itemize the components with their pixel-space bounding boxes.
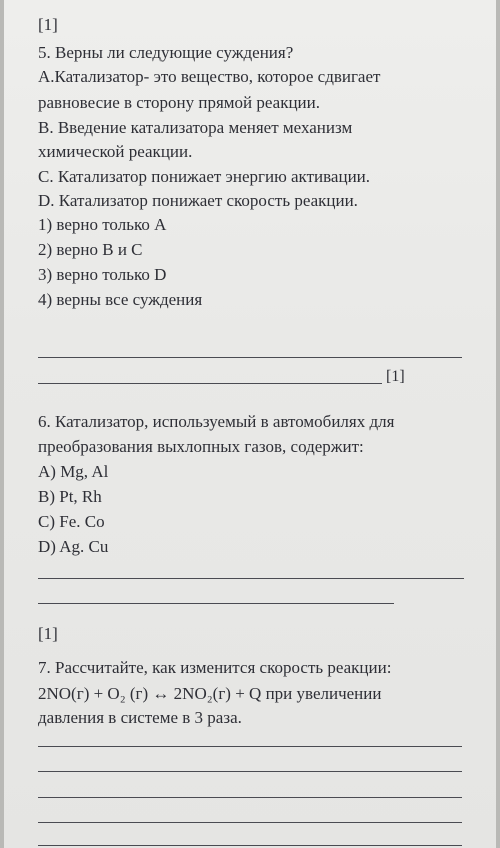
q6-option-a: A) Mg, Al bbox=[38, 462, 109, 481]
q7-answer-line-1[interactable] bbox=[38, 746, 462, 747]
q5-statement-b-line1: В. Введение катализатора меняет механизм bbox=[38, 118, 353, 137]
q5-mark-bottom: [1] bbox=[386, 368, 405, 385]
q6-answer-line-2[interactable] bbox=[38, 603, 394, 604]
q7-answer-line-2[interactable] bbox=[38, 771, 462, 772]
q5-statement-d: D. Катализатор понижает скорость реакции. bbox=[38, 191, 358, 210]
q5-statement-b-line2: химической реакции. bbox=[38, 142, 193, 161]
q5-statement-a-line1: А.Катализатор- это вещество, которое сдвигает bbox=[38, 67, 381, 86]
q5-option-1: 1) верно только А bbox=[38, 215, 167, 234]
q5-option-2: 2) верно В и С bbox=[38, 240, 143, 259]
q6-answer-line-1[interactable] bbox=[38, 578, 464, 579]
q5-answer-line-2[interactable] bbox=[38, 383, 382, 384]
q7-title-line3: давления в системе в 3 раза. bbox=[38, 708, 242, 727]
q7-title-line1: 7. Рассчитайте, как изменится скорость реакции: bbox=[38, 658, 392, 677]
q6-option-b: B) Pt, Rh bbox=[38, 487, 102, 506]
q5-option-3: 3) верно только D bbox=[38, 265, 167, 284]
q5-answer-line-1[interactable] bbox=[38, 357, 462, 358]
q5-option-4: 4) верны все суждения bbox=[38, 290, 203, 309]
q5-statement-c: С. Катализатор понижает энергию активации. bbox=[38, 167, 371, 186]
q7-answer-line-4[interactable] bbox=[38, 822, 462, 823]
worksheet-page bbox=[4, 0, 496, 848]
q7-answer-line-3[interactable] bbox=[38, 797, 462, 798]
q7-title-line2: 2NO(г) + O₂ (г) ↔ 2NO₂(г) + Q при увеличении bbox=[38, 684, 382, 703]
q5-title: 5. Верны ли следующие суждения? bbox=[38, 43, 294, 62]
q6-title-line2: преобразования выхлопных газов, содержит: bbox=[38, 437, 364, 456]
q6-option-d: D) Ag. Cu bbox=[38, 537, 109, 556]
q6-option-c: C) Fe. Co bbox=[38, 512, 105, 531]
q6-title-line1: 6. Катализатор, используемый в автомобилях для bbox=[38, 412, 395, 431]
q5-mark-top: [1] bbox=[38, 15, 58, 34]
q5-statement-a-line2: равновесие в сторону прямой реакции. bbox=[38, 93, 321, 112]
q6-mark: [1] bbox=[38, 624, 58, 643]
q7-answer-line-5[interactable] bbox=[38, 845, 462, 846]
